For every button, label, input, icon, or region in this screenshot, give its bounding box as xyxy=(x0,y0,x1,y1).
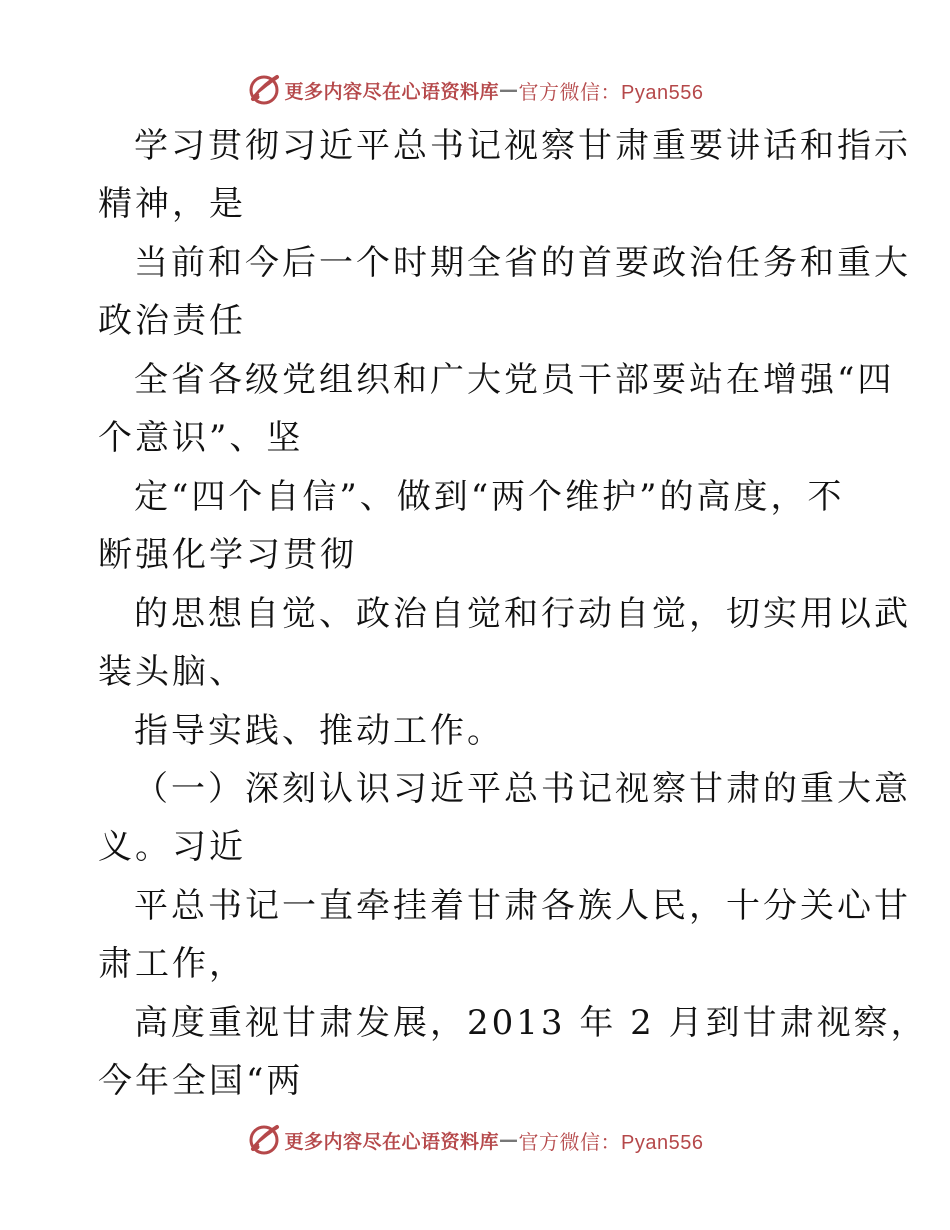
header-banner xyxy=(0,70,950,110)
text-line: 装头脑、 xyxy=(98,652,246,692)
text-line: 指导实践、推动工作。 xyxy=(134,711,504,751)
text-line: 个意识”、坚 xyxy=(98,418,304,458)
brush-stroke-logo-icon xyxy=(247,73,281,107)
text-line: （一）深刻认识习近平总书记视察甘肃的重大意 xyxy=(134,769,911,809)
banner-separator: — xyxy=(499,1129,519,1151)
banner-promo-text: 更多内容尽在心语资料库 xyxy=(284,80,500,103)
text-line: 高度重视甘肃发展，2013 年 2 月到甘肃视察， xyxy=(134,1003,928,1043)
text-line: 断强化学习贯彻 xyxy=(98,535,357,575)
banner-contact-text: 官方微信：Pyan556 xyxy=(518,1131,704,1154)
brush-stroke-logo-icon xyxy=(247,1123,281,1157)
text-line: 定“四个自信”、做到“两个维护”的高度，不 xyxy=(134,477,845,517)
text-line: 今年全国“两 xyxy=(98,1061,304,1101)
text-line: 肃工作， xyxy=(98,944,246,984)
text-line: 当前和今后一个时期全省的首要政治任务和重大 xyxy=(134,243,911,283)
text-line: 平总书记一直牵挂着甘肃各族人民，十分关心甘 xyxy=(134,886,911,926)
text-line: 精神，是 xyxy=(98,184,246,224)
banner-separator: — xyxy=(499,79,519,101)
text-line: 学习贯彻习近平总书记视察甘肃重要讲话和指示 xyxy=(134,126,911,166)
text-line: 义。习近 xyxy=(98,827,246,867)
text-line: 的思想自觉、政治自觉和行动自觉，切实用以武 xyxy=(134,594,911,634)
footer-banner xyxy=(0,1120,950,1160)
banner-promo-text: 更多内容尽在心语资料库 xyxy=(284,1130,500,1153)
text-line: 政治责任 xyxy=(98,301,246,341)
banner-contact-text: 官方微信：Pyan556 xyxy=(518,81,704,104)
text-line: 全省各级党组织和广大党员干部要站在增强“四 xyxy=(134,360,895,400)
